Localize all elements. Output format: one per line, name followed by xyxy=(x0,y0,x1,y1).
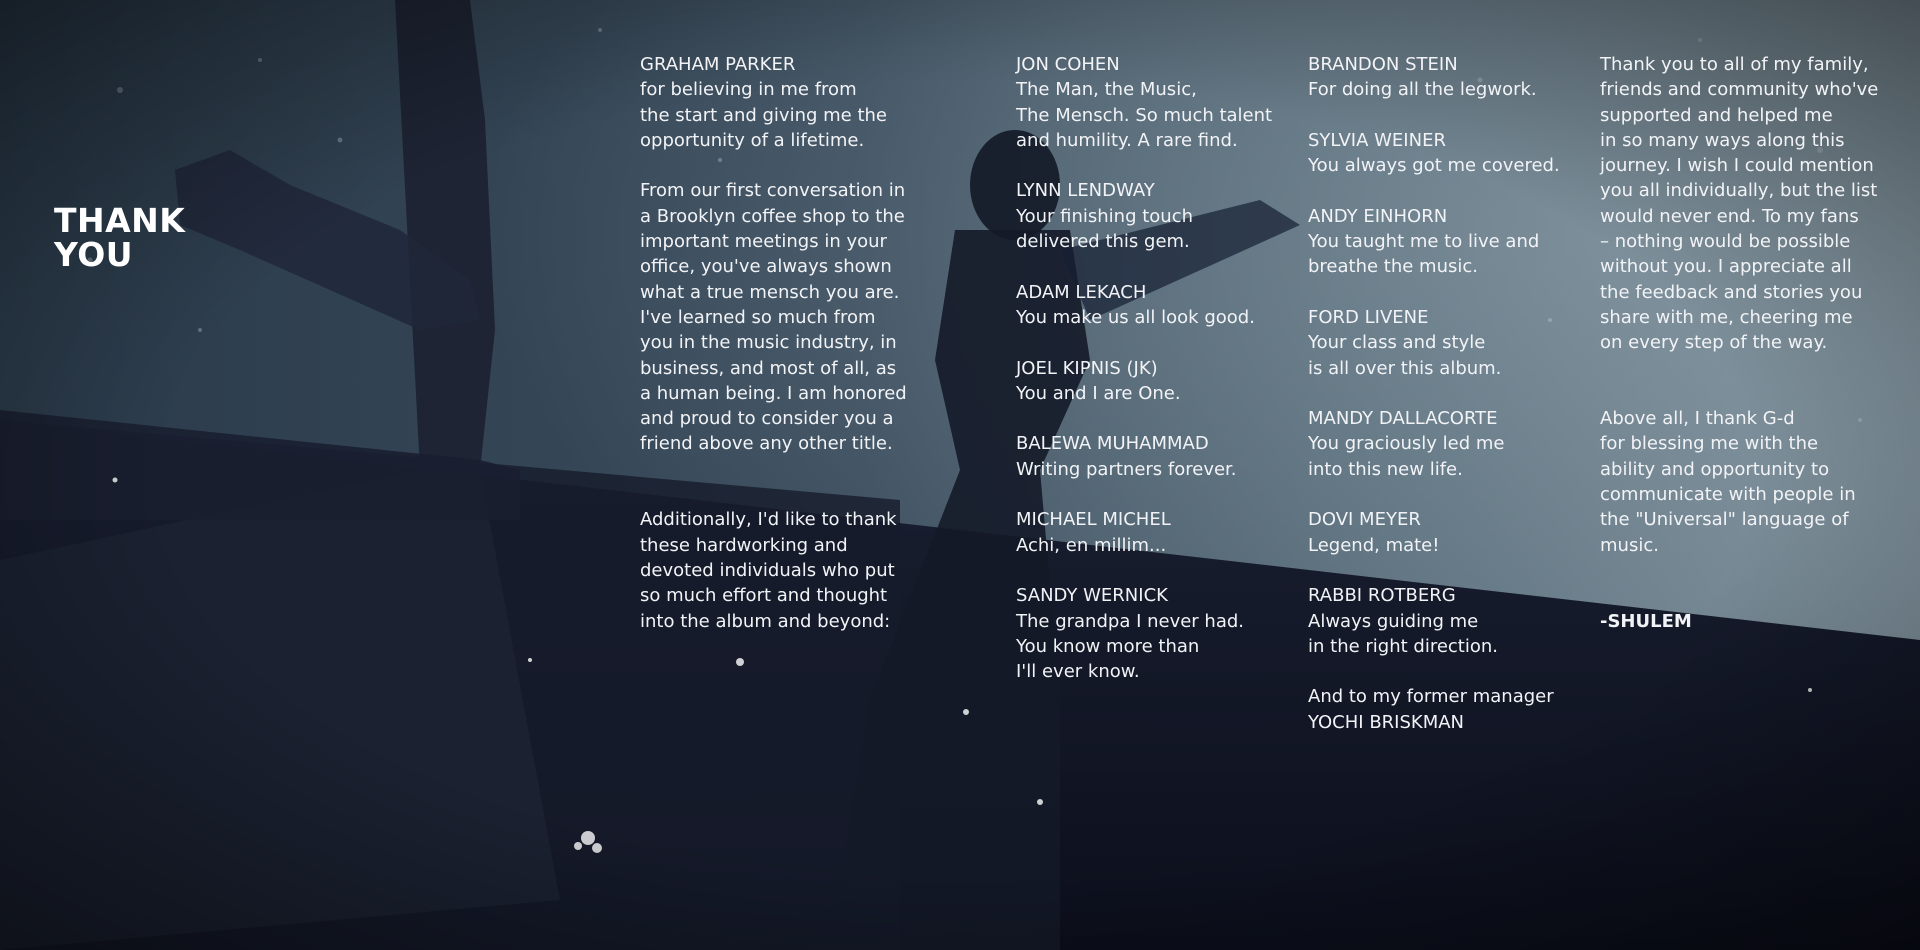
heading-line-1: THANK xyxy=(54,201,186,240)
column-credits-1 xyxy=(1016,52,1306,710)
credit-text: The Man, the Music, The Mensch. So much talent and humility. A rare find. xyxy=(1016,79,1273,151)
credit-text: Your finishing touch delivered this gem. xyxy=(1016,205,1194,253)
credit-name: MANDY DALLACORTE xyxy=(1308,408,1498,430)
credit-entry xyxy=(1308,204,1598,280)
credit-text: You graciously led me into this new life. xyxy=(1308,433,1505,480)
credit-entry xyxy=(1308,52,1598,103)
credit-name: MICHAEL MICHEL xyxy=(1016,509,1171,531)
credit-text: Legend, mate! xyxy=(1308,534,1440,556)
column-credits-2 xyxy=(1308,52,1598,760)
credit-name: ADAM LEKACH xyxy=(1016,281,1147,303)
credit-name: DOVI MEYER xyxy=(1308,509,1421,531)
credit-name: BRANDON STEIN xyxy=(1308,54,1458,75)
credit-text: The grandpa I never had. You know more than I'll ever know. xyxy=(1016,610,1245,683)
credit-name: LYNN LENDWAY xyxy=(1016,180,1155,202)
credit-entry xyxy=(1308,406,1598,482)
credit-name: JOEL KIPNIS (JK) xyxy=(1016,357,1158,379)
credit-name: ANDY EINHORN xyxy=(1308,205,1448,227)
credit-entry xyxy=(1308,583,1598,659)
credit-text: Achi, en millim... xyxy=(1016,534,1167,556)
credit-text: You make us all look good. xyxy=(1016,306,1255,328)
thank-you-heading xyxy=(54,201,186,274)
credit-name: SANDY WERNICK xyxy=(1016,585,1168,607)
credit-entry xyxy=(1016,178,1306,254)
credit-entry xyxy=(1016,356,1306,407)
heading-line-2: YOU xyxy=(54,235,134,274)
paragraph-graham-parker: GRAHAM PARKER for believing in me from the start and giving me the opportunity of a lifetime. xyxy=(640,54,887,151)
credit-text: You always got me covered. xyxy=(1308,155,1560,177)
paragraph-first-conversation: From our first conversation in a Brooklyn coffee shop to the important meetings in your office, you've always shown what a true mensch you are. I've learned so much from you in the music industry, in business, and most of all, as a human being. I am honored and proud to consider you a friend above any other title. xyxy=(640,180,907,455)
credit-text: You and I are One. xyxy=(1016,382,1181,404)
credit-text: Your class and style is all over this album. xyxy=(1308,332,1502,379)
credit-entry xyxy=(1308,305,1598,381)
credit-name: BALEWA MUHAMMAD xyxy=(1016,433,1209,455)
credit-entry xyxy=(1308,507,1598,558)
paragraph-additionally: Additionally, I'd like to thank these hardworking and devoted individuals who put so much effort and thought into the album and beyond: xyxy=(640,509,897,632)
credit-name: RABBI ROTBERG xyxy=(1308,585,1456,607)
credit-name: FORD LIVENE xyxy=(1308,306,1429,328)
closing-manager-note: And to my former manager YOCHI BRISKMAN xyxy=(1308,686,1554,733)
credit-text: Always guiding me in the right direction. xyxy=(1308,610,1499,657)
credit-entry xyxy=(1016,583,1306,684)
credit-name: JON COHEN xyxy=(1016,54,1120,75)
column-graham-parker xyxy=(640,52,940,659)
paragraph-above-all: Above all, I thank G-d for blessing me with the ability and opportunity to communicate with people in the "Universal" language of music. xyxy=(1600,408,1856,556)
paragraph-family: Thank you to all of my family, friends and community who've supported and helped me in so many ways along this journey. I wish I could mention you all individually, but the list would never end. To my fans – nothing would be possible without you. I appreciate all the feedback and stories you share with me, cheering me on every step of the way. xyxy=(1600,54,1879,354)
credit-text: For doing all the legwork. xyxy=(1308,79,1537,101)
credit-entry xyxy=(1016,431,1306,482)
credit-name: SYLVIA WEINER xyxy=(1308,129,1446,151)
credit-entry xyxy=(1016,52,1306,153)
column-family-thanks xyxy=(1600,52,1910,634)
credit-entry xyxy=(1308,128,1598,179)
credit-entry xyxy=(1016,280,1306,331)
signature: -SHULEM xyxy=(1600,610,1692,632)
credit-text: Writing partners forever. xyxy=(1016,458,1237,480)
credit-text: You taught me to live and breathe the music. xyxy=(1308,231,1540,278)
credit-entry xyxy=(1016,507,1306,558)
